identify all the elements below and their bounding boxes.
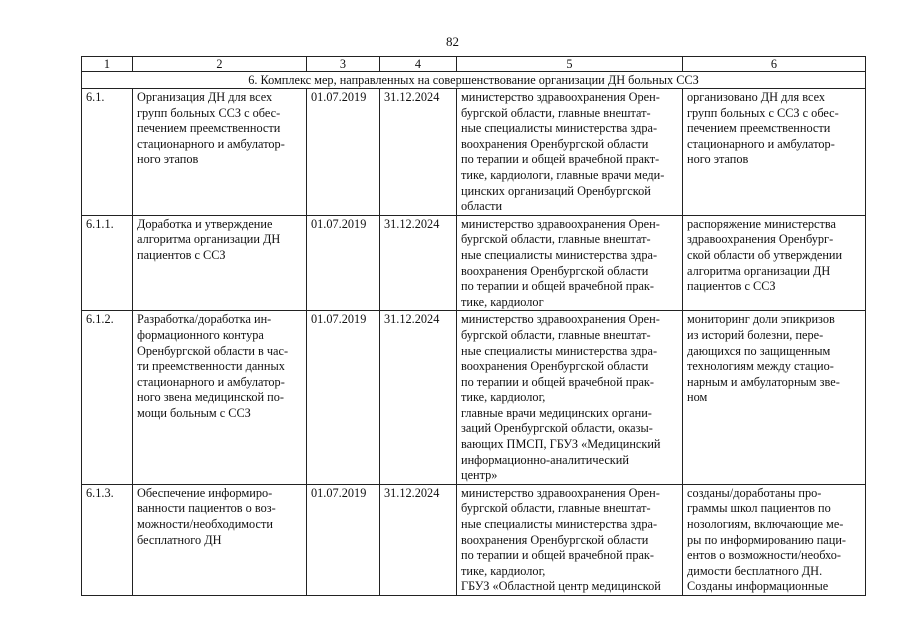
- item-number: 6.1.3.: [82, 484, 133, 595]
- expected-result: организовано ДН для всех групп больных с ССЗ с обес- печением преемственности стационарного и амбулатор- ного этапов: [683, 89, 866, 216]
- expected-result: распоряжение министерства здравоохранения Оренбург- ской области об утверждении алгоритма организации ДН пациентов с ССЗ: [683, 215, 866, 311]
- column-header: 3: [307, 57, 380, 72]
- item-number: 6.1.1.: [82, 215, 133, 311]
- responsible: министерство здравоохранения Орен- бургской области, главные внештат- ные специалисты министерства здра- воохранения Оренбургской области по терапии и общей врачебной практ- тике, кардиологи, главные врачи меди- цинских организаций Оренбургской области: [457, 89, 683, 216]
- item-number: 6.1.2.: [82, 311, 133, 485]
- measure-name: Обеспечение информиро- ванности пациентов о воз- можности/необходимости бесплатного ДН: [133, 484, 307, 595]
- column-number-row: [82, 57, 866, 72]
- measure-name: Доработка и утверждение алгоритма организации ДН пациентов с ССЗ: [133, 215, 307, 311]
- measures-table: [81, 56, 866, 596]
- expected-result: созданы/доработаны про- граммы школ пациентов по нозологиям, включающие ме- ры по информированию паци- ентов о возможности/необхо- димости бесплатного ДН. Созданы информационные: [683, 484, 866, 595]
- column-header: 5: [457, 57, 683, 72]
- column-header: 1: [82, 57, 133, 72]
- section-heading-row: [82, 72, 866, 89]
- section-title: 6. Комплекс мер, направленных на совершенствование организации ДН больных ССЗ: [82, 72, 866, 89]
- measure-name: Организация ДН для всех групп больных ССЗ с обес- печением преемственности стационарного и амбулатор- ного этапов: [133, 89, 307, 216]
- responsible: министерство здравоохранения Орен- бургской области, главные внештат- ные специалисты министерства здра- воохранения Оренбургской области по терапии и общей врачебной прак- тике, кардиолог, ГБУЗ «Областной центр медицинской: [457, 484, 683, 595]
- column-header: 2: [133, 57, 307, 72]
- end-date: 31.12.2024: [380, 215, 457, 311]
- start-date: 01.07.2019: [307, 215, 380, 311]
- start-date: 01.07.2019: [307, 89, 380, 216]
- page-number: 82: [446, 34, 459, 49]
- measure-name: Разработка/доработка ин- формационного контура Оренбургской области в час- ти преемственности данных стационарного и амбулатор- ного звена медицинской по- мощи больным с ССЗ: [133, 311, 307, 485]
- table-row: [82, 484, 866, 595]
- expected-result: мониторинг доли эпикризов из историй болезни, пере- дающихся по защищенным технологиям между стацио- нарным и амбулаторным зве- ном: [683, 311, 866, 485]
- table-row: [82, 215, 866, 311]
- end-date: 31.12.2024: [380, 484, 457, 595]
- start-date: 01.07.2019: [307, 484, 380, 595]
- responsible: министерство здравоохранения Орен- бургской области, главные внештат- ные специалисты министерства здра- воохранения Оренбургской области по терапии и общей врачебной прак- тике, кардиолог: [457, 215, 683, 311]
- start-date: 01.07.2019: [307, 311, 380, 485]
- table-row: [82, 311, 866, 485]
- column-header: 6: [683, 57, 866, 72]
- end-date: 31.12.2024: [380, 89, 457, 216]
- column-header: 4: [380, 57, 457, 72]
- item-number: 6.1.: [82, 89, 133, 216]
- table-row: [82, 89, 866, 216]
- responsible: министерство здравоохранения Орен- бургской области, главные внештат- ные специалисты министерства здра- воохранения Оренбургской области по терапии и общей врачебной прак- тике, кардиолог, главные врачи медицинских органи- заций Оренбургской области, оказы- вающих ПМСП, ГБУЗ «Медицинский информационно-аналитический центр»: [457, 311, 683, 485]
- end-date: 31.12.2024: [380, 311, 457, 485]
